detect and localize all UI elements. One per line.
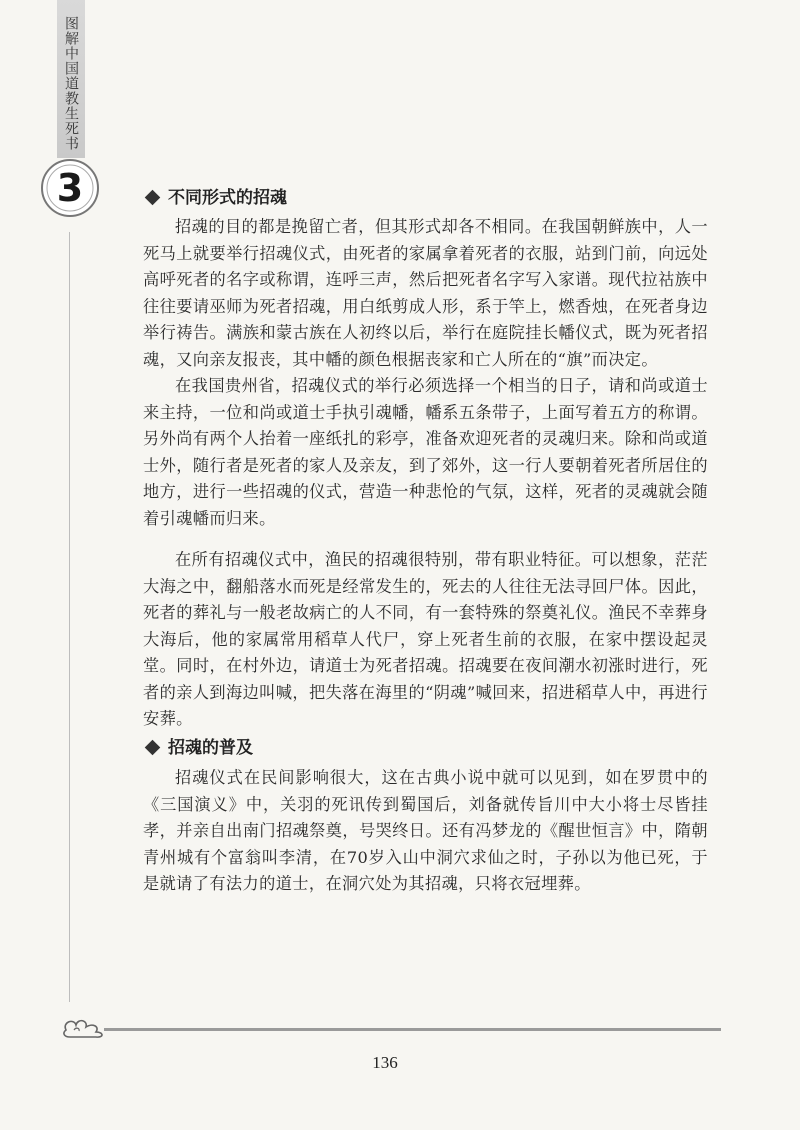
section-title: 不同形式的招魂 — [168, 188, 287, 208]
paragraph: 在我国贵州省，招魂仪式的举行必须选择一个相当的日子，请和尚或道士来主持，一位和尚或道士手执引魂幡，幡系五条带子，上面写着五方的称谓。另外尚有两个人抬着一座纸扎的彩亭，准备欢迎死者的灵魂归来。除和尚或道士外，随行者是死者的家人及亲友，到了郊外，这一行人要朝着死者所居住的地方，进行一些招魂的仪式，营造一种悲怆的气氛，这样，死者的灵魂就会随着引魂幡而归来。 — [143, 376, 708, 528]
diamond-bullet-icon — [145, 739, 161, 755]
diamond-bullet-icon — [145, 189, 161, 205]
cloud-ornament-icon — [60, 1012, 110, 1042]
side-tab — [57, 0, 85, 158]
paragraph: 招魂仪式在民间影响很大，这在古典小说中就可以见到，如在罗贯中的《三国演义》中，关羽的死讯传到蜀国后，刘备就传旨川中大小将士尽皆挂孝，并亲自出南门招魂祭奠，号哭终日。还有冯梦龙的《醒世恒言》中，隋朝青州城有个富翁叫李清，在70岁入山中洞穴求仙之时，子孙以为他已死，于是就请了有法力的道士，在洞穴处为其招魂，只将衣冠埋葬。 — [143, 768, 708, 893]
section-title: 招魂的普及 — [168, 738, 253, 758]
chapter-number: 3 — [56, 166, 84, 210]
paragraph: 招魂的目的都是挽留亡者，但其形式却各不相同。在我国朝鲜族中，人一死马上就要举行招魂仪式，由死者的家属拿着死者的衣服，站到门前，向远处高呼死者的名字或称谓，连呼三声，然后把死者名字写入家谱。现代拉祜族中往往要请巫师为死者招魂，用白纸剪成人形，系于竿上，燃香烛，在死者身边举行祷告。满族和蒙古族在人初终以后，举行在庭院挂长幡仪式，既为死者招魂，又向亲友报丧，其中幡的颜色根据丧家和亡人所在的“旗”而决定。 — [143, 217, 708, 369]
chapter-badge — [40, 158, 100, 218]
paragraph: 在所有招魂仪式中，渔民的招魂很特别，带有职业特征。可以想象，茫茫大海之中，翻船落水而死是经常发生的，死去的人往往无法寻回尸体。因此，死者的葬礼与一般老故病亡的人不同，有一套特殊的祭奠礼仪。渔民不幸葬身大海后，他的家属常用稻草人代尸，穿上死者生前的衣服，在家中摆设起灵堂。同时，在村外边，请道士为死者招魂。招魂要在夜间潮水初涨时进行，死者的亲人到海边叫喊，把失落在海里的“阴魂”喊回来，招进稻草人中，再进行安葬。 — [143, 550, 708, 728]
footer-rule — [104, 1028, 721, 1031]
book-title: 图解中国道教生死书 — [63, 16, 79, 151]
margin-rule — [69, 232, 70, 1002]
section-heading — [143, 183, 720, 208]
page-number: 136 — [372, 1053, 398, 1072]
section-heading — [143, 733, 720, 758]
